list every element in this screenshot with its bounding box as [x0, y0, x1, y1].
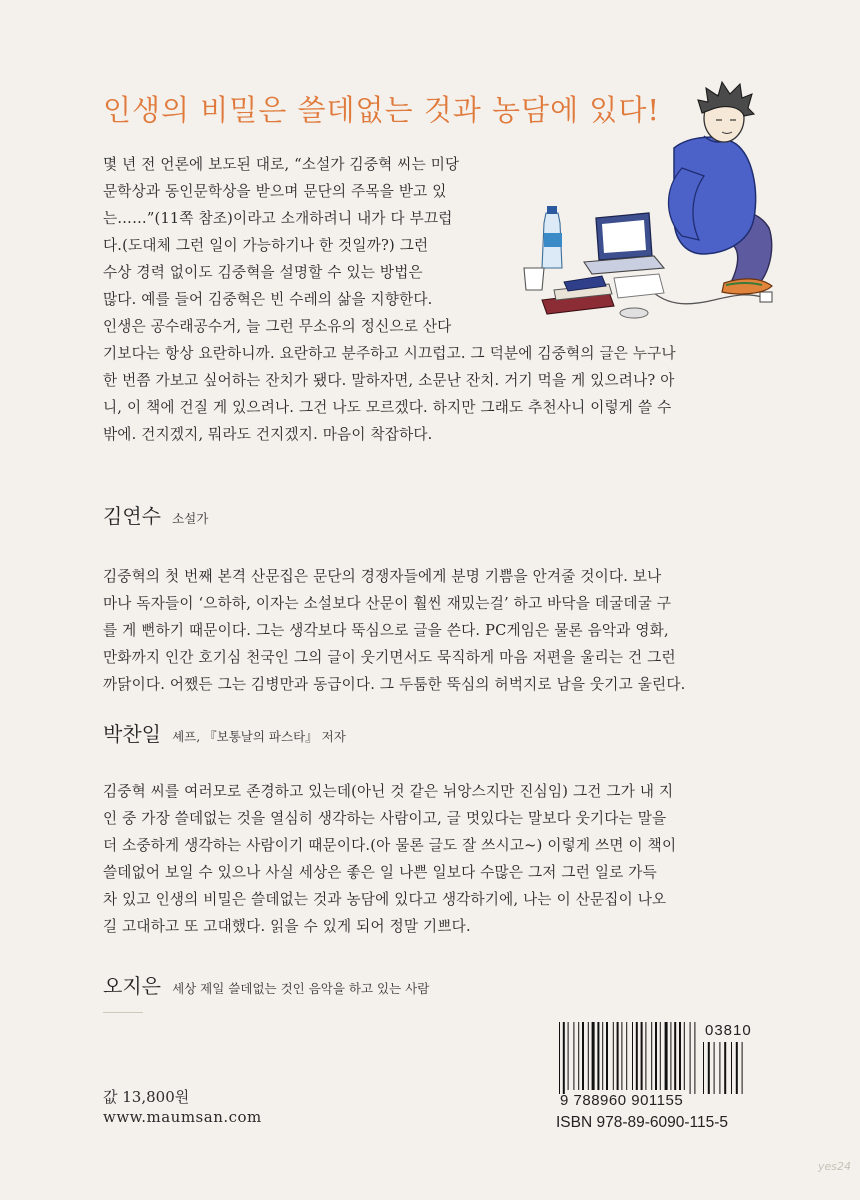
review-1-line: 니, 이 책에 건질 게 있으려나. 그건 나도 모르겠다. 하지만 그래도 추천사니 이렇게 쓸 수 — [103, 399, 672, 416]
barcode-bar — [588, 1022, 589, 1090]
barcode-addon-bar — [719, 1042, 720, 1094]
review-1-line: 기보다는 항상 요란하니까. 요란하고 분주하고 시끄럽고. 그 덕분에 김중혁의 글은 누구나 — [103, 345, 676, 362]
barcode-bar — [621, 1022, 622, 1090]
barcode-bar — [613, 1022, 614, 1090]
barcode-bar — [617, 1022, 619, 1090]
barcode-addon-bar — [708, 1042, 710, 1094]
barcode-addon-bar — [714, 1042, 715, 1094]
barcode-addon-bar — [742, 1042, 743, 1094]
review-1-line: 다.(도대체 그런 일이 가능하기나 한 것일까?) 그런 — [103, 237, 429, 254]
barcode-bar — [559, 1022, 560, 1094]
reviewer-role: 세상 제일 쓸데없는 것인 음악을 하고 있는 사람 — [172, 981, 430, 996]
barcode-bar — [674, 1022, 676, 1090]
headline: 인생의 비밀은 쓸데없는 것과 농담에 있다! — [103, 93, 660, 127]
review-3-line: 인 중 가장 쓸데없는 것을 열심히 생각하는 사람이고, 글 멋있다는 말보다 웃기다는 말을 — [103, 810, 667, 827]
barcode-bar — [636, 1022, 638, 1090]
review-1-line: 밖에. 건지겠지, 뭐라도 건지겠지. 마음이 착잡하다. — [103, 426, 433, 443]
barcode-bar — [670, 1022, 671, 1090]
review-1-text — [103, 151, 676, 448]
barcode-number: 9 788960 901155 — [560, 1092, 684, 1109]
barcode-bar — [563, 1022, 565, 1094]
review-1-line: 인생은 공수래공수거, 늘 그런 무소유의 정신으로 산다 — [103, 318, 452, 335]
reviewer-role: 소설가 — [172, 511, 209, 526]
barcode-bar — [641, 1022, 643, 1090]
barcode-bar — [690, 1022, 691, 1094]
review-3-text — [103, 778, 676, 940]
isbn-text: ISBN 978-89-6090-115-5 — [556, 1114, 729, 1131]
barcode-addon-bar — [703, 1042, 704, 1094]
barcode-bar — [568, 1022, 569, 1090]
barcode-bar — [632, 1022, 633, 1090]
review-3-signature — [103, 970, 429, 999]
barcode-bar — [660, 1022, 661, 1090]
review-1-line: 문학상과 동인문학상을 받으며 문단의 주목을 받고 있 — [103, 183, 447, 200]
reviewer-name: 오지은 — [103, 974, 161, 998]
divider — [103, 1012, 143, 1013]
barcode-bar — [665, 1022, 668, 1090]
barcode-bar — [578, 1022, 579, 1090]
barcode-bar — [626, 1022, 627, 1090]
review-3-line: 차 있고 인생의 비밀은 쓸데없는 것과 농담에 있다고 생각하기에, 나는 이 산문집이 나오 — [103, 891, 667, 908]
barcode-bar — [606, 1022, 608, 1090]
barcode-bar — [592, 1022, 595, 1090]
review-2-line: 만화까지 인간 호기심 천국인 그의 글이 웃기면서도 묵직하게 마음 저편을 울리는 건 그런 — [103, 649, 676, 666]
reviewer-role: 셰프, 『보통날의 파스타』 저자 — [172, 729, 346, 744]
review-1-line: 몇 년 전 언론에 보도된 대로, “소설가 김중혁 씨는 미당 — [103, 156, 460, 173]
review-1-signature — [103, 500, 208, 529]
review-3-line: 더 소중하게 생각하는 사람이기 때문이다.(아 물론 글도 잘 쓰시고~) 이렇게 쓰면 이 책이 — [103, 837, 677, 854]
price: 값 13,800원 — [103, 1088, 190, 1106]
barcode-addon-bar — [736, 1042, 738, 1094]
review-1-line: 한 번쯤 가보고 싶어하는 잔치가 됐다. 말하자면, 소문난 잔치. 거기 먹을 게 있으려나? 아 — [103, 372, 675, 389]
publisher-url[interactable]: www.maumsan.com — [103, 1108, 262, 1126]
watermark-logo: yes24 — [818, 1160, 852, 1173]
reviewer-name: 김연수 — [103, 504, 161, 528]
review-1-line: 는……”(11쪽 참조)이라고 소개하려니 내가 다 부끄럽 — [103, 210, 453, 227]
review-2-line: 김중혁의 첫 번째 본격 산문집은 문단의 경쟁자들에게 분명 기쁨을 안겨줄 것이다. 보나 — [103, 568, 662, 585]
review-2-line: 마나 독자들이 ‘으하하, 이자는 소설보다 산문이 훨씬 재밌는걸’ 하고 바닥을 데굴데굴 구 — [103, 595, 672, 612]
barcode-bar — [655, 1022, 657, 1090]
barcode-bar — [602, 1022, 603, 1090]
barcode-bar — [694, 1022, 695, 1094]
review-1-line: 많다. 예를 들어 김중혁은 빈 수레의 삶을 지향한다. — [103, 291, 433, 308]
barcode-bar — [582, 1022, 584, 1090]
barcode-addon-bar — [731, 1042, 732, 1094]
barcode-bar — [645, 1022, 646, 1090]
barcode-bar — [679, 1022, 681, 1090]
review-2-text — [103, 563, 685, 698]
reviewer-name: 박찬일 — [103, 722, 161, 746]
review-2-line: 를 게 뻔하기 때문이다. 그는 생각보다 뚝심으로 글을 쓴다. PC게임은 물론 음악과 영화, — [103, 622, 669, 639]
barcode-bar — [597, 1022, 599, 1090]
review-3-line: 쓸데없어 보일 수 있으나 사실 세상은 좋은 일 나쁜 일보다 수많은 그저 그런 일로 가득 — [103, 864, 657, 881]
review-3-line: 김중혁 씨를 여러모로 존경하고 있는데(아닌 것 같은 뉘앙스지만 진심임) 그건 그가 내 지 — [103, 783, 674, 800]
review-2-signature — [103, 718, 346, 747]
barcode-addon-bar — [724, 1042, 726, 1094]
barcode-addon-number: 03810 — [705, 1022, 752, 1039]
barcode-bar — [651, 1022, 652, 1090]
review-1-line: 수상 경력 없이도 김중혁을 설명할 수 있는 방법은 — [103, 264, 423, 281]
review-2-line: 까닭이다. 어쨌든 그는 김병만과 동급이다. 그 두툼한 뚝심의 허벅지로 남을 웃기고 울린다. — [103, 676, 686, 693]
barcode-bar — [573, 1022, 574, 1090]
barcode-bar — [684, 1022, 685, 1090]
review-3-line: 길 고대하고 또 고대했다. 읽을 수 있게 되어 정말 기쁘다. — [103, 918, 471, 935]
